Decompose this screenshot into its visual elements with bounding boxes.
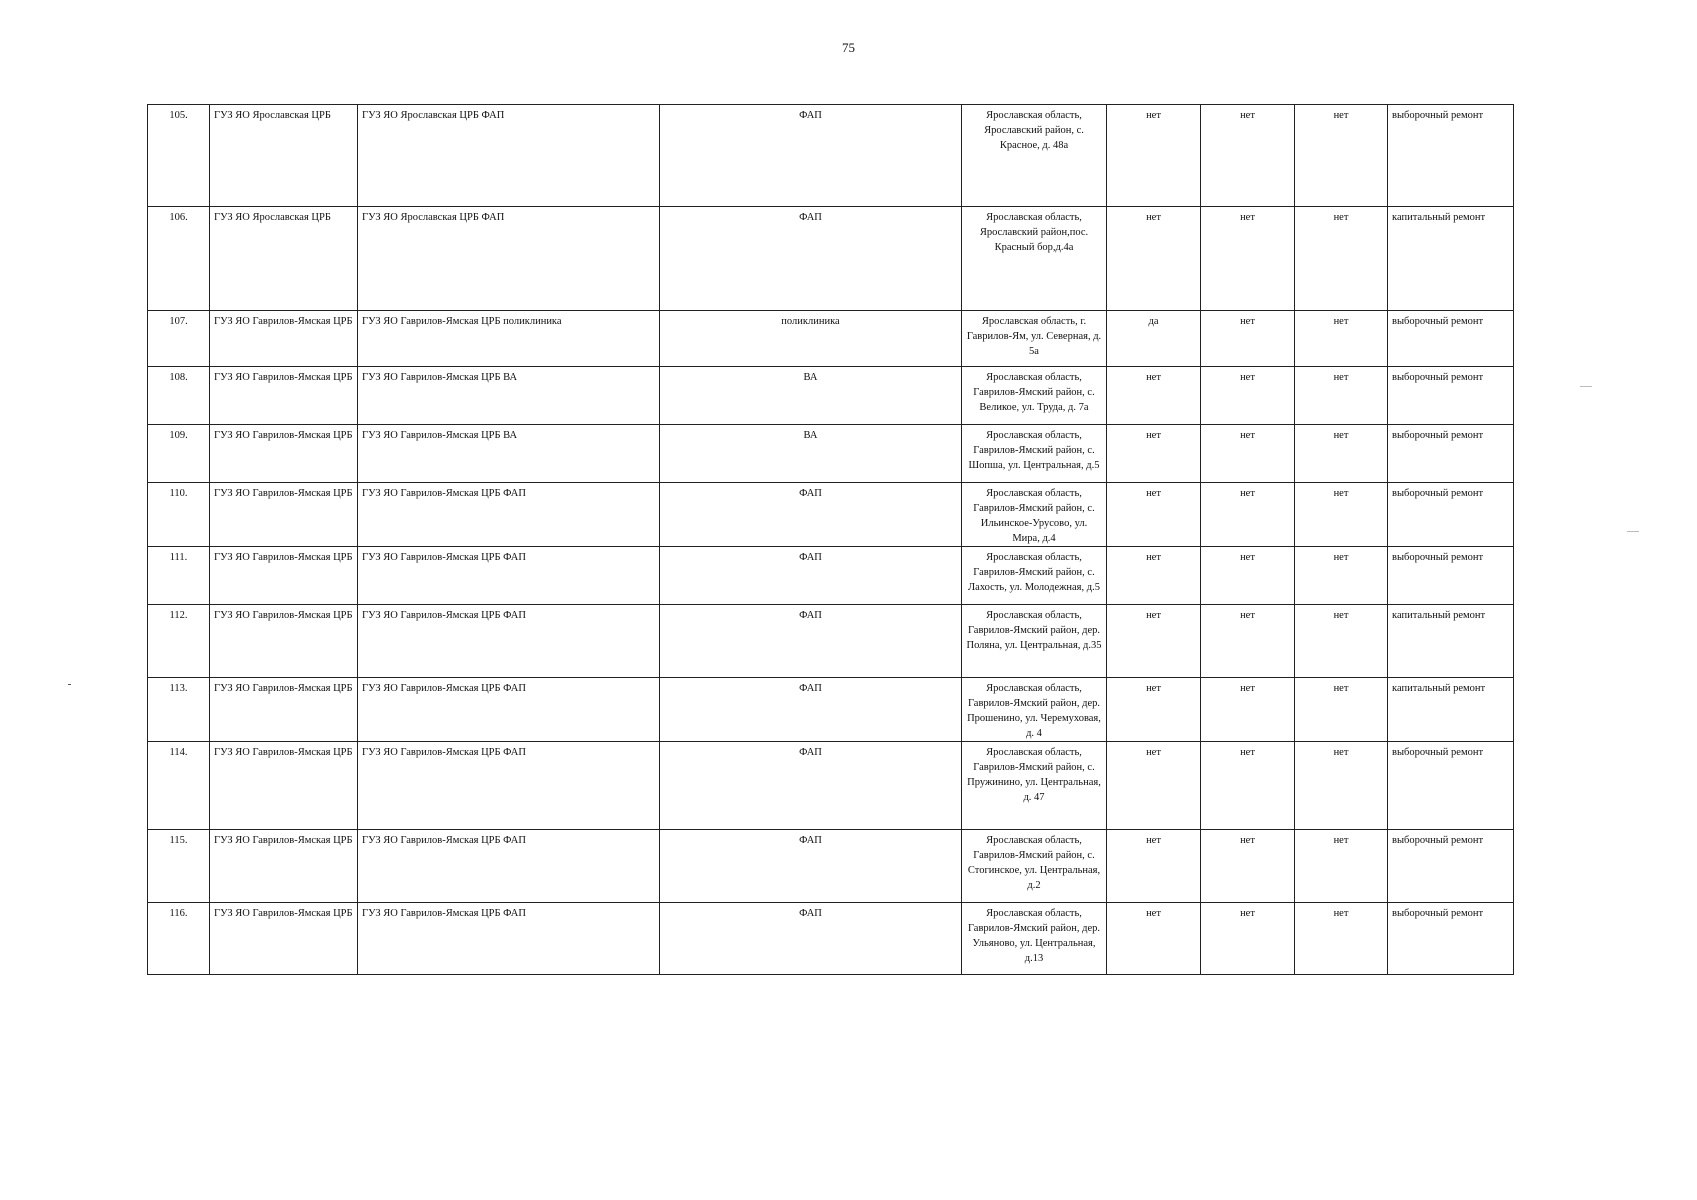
repair-type-cell: выборочный ремонт xyxy=(1388,903,1514,975)
criterion-1-cell: нет xyxy=(1107,105,1201,207)
facility-address-cell: Ярославская область, Гаврилов-Ямский район, дер. Прошенино, ул. Черемуховая, д. 4 xyxy=(962,678,1107,742)
facility-name-cell: ГУЗ ЯО Гаврилов-Ямская ЦРБ ФАП xyxy=(358,742,660,830)
row-number-cell: 115. xyxy=(148,830,210,903)
row-number-cell: 116. xyxy=(148,903,210,975)
row-number-cell: 112. xyxy=(148,605,210,678)
facility-table xyxy=(147,104,1514,975)
facility-name-cell: ГУЗ ЯО Гаврилов-Ямская ЦРБ ФАП xyxy=(358,830,660,903)
repair-type-cell: капитальный ремонт xyxy=(1388,605,1514,678)
criterion-3-cell: нет xyxy=(1295,425,1388,483)
facility-name-cell: ГУЗ ЯО Гаврилов-Ямская ЦРБ ВА xyxy=(358,367,660,425)
criterion-2-cell: нет xyxy=(1201,547,1295,605)
criterion-3-cell: нет xyxy=(1295,367,1388,425)
facility-address-cell: Ярославская область, Ярославский район, с. Красное, д. 48а xyxy=(962,105,1107,207)
criterion-3-cell: нет xyxy=(1295,483,1388,547)
table-row xyxy=(148,830,1514,903)
facility-address-cell: Ярославская область, г. Гаврилов-Ям, ул. Северная, д. 5а xyxy=(962,311,1107,367)
facility-name-cell: ГУЗ ЯО Гаврилов-Ямская ЦРБ ФАП xyxy=(358,605,660,678)
facility-type-cell: ФАП xyxy=(660,605,962,678)
organization-cell: ГУЗ ЯО Гаврилов-Ямская ЦРБ xyxy=(210,367,358,425)
repair-type-cell: выборочный ремонт xyxy=(1388,742,1514,830)
page-number: 75 xyxy=(842,40,855,55)
table-row xyxy=(148,547,1514,605)
organization-cell: ГУЗ ЯО Ярославская ЦРБ xyxy=(210,207,358,311)
criterion-1-cell: нет xyxy=(1107,367,1201,425)
row-number-cell: 113. xyxy=(148,678,210,742)
repair-type-cell: выборочный ремонт xyxy=(1388,425,1514,483)
facility-type-cell: ФАП xyxy=(660,547,962,605)
repair-type-cell: выборочный ремонт xyxy=(1388,483,1514,547)
criterion-2-cell: нет xyxy=(1201,207,1295,311)
facility-address-cell: Ярославская область, Гаврилов-Ямский район, с. Великое, ул. Труда, д. 7а xyxy=(962,367,1107,425)
organization-cell: ГУЗ ЯО Гаврилов-Ямская ЦРБ xyxy=(210,742,358,830)
facility-type-cell: ФАП xyxy=(660,903,962,975)
repair-type-cell: выборочный ремонт xyxy=(1388,367,1514,425)
criterion-1-cell: нет xyxy=(1107,425,1201,483)
table-row xyxy=(148,678,1514,742)
criterion-3-cell: нет xyxy=(1295,903,1388,975)
organization-cell: ГУЗ ЯО Гаврилов-Ямская ЦРБ xyxy=(210,903,358,975)
table-row xyxy=(148,105,1514,207)
criterion-1-cell: нет xyxy=(1107,207,1201,311)
facility-address-cell: Ярославская область, Гаврилов-Ямский район, с. Стогинское, ул. Центральная, д.2 xyxy=(962,830,1107,903)
facility-type-cell: ФАП xyxy=(660,105,962,207)
organization-cell: ГУЗ ЯО Гаврилов-Ямская ЦРБ xyxy=(210,311,358,367)
organization-cell: ГУЗ ЯО Гаврилов-Ямская ЦРБ xyxy=(210,830,358,903)
criterion-3-cell: нет xyxy=(1295,547,1388,605)
criterion-2-cell: нет xyxy=(1201,311,1295,367)
criterion-1-cell: нет xyxy=(1107,483,1201,547)
facility-address-cell: Ярославская область, Гаврилов-Ямский район, дер. Ульяново, ул. Центральная, д.13 xyxy=(962,903,1107,975)
criterion-1-cell: нет xyxy=(1107,903,1201,975)
repair-type-cell: капитальный ремонт xyxy=(1388,678,1514,742)
row-number-cell: 106. xyxy=(148,207,210,311)
table-row xyxy=(148,605,1514,678)
facility-name-cell: ГУЗ ЯО Гаврилов-Ямская ЦРБ ВА xyxy=(358,425,660,483)
facility-address-cell: Ярославская область, Ярославский район,пос. Красный бор,д.4а xyxy=(962,207,1107,311)
facility-type-cell: ФАП xyxy=(660,742,962,830)
criterion-2-cell: нет xyxy=(1201,105,1295,207)
facility-type-cell: ВА xyxy=(660,367,962,425)
criterion-2-cell: нет xyxy=(1201,605,1295,678)
facility-type-cell: ФАП xyxy=(660,207,962,311)
criterion-1-cell: нет xyxy=(1107,605,1201,678)
criterion-3-cell: нет xyxy=(1295,105,1388,207)
table-row xyxy=(148,425,1514,483)
facility-type-cell: ФАП xyxy=(660,483,962,547)
criterion-2-cell: нет xyxy=(1201,742,1295,830)
criterion-3-cell: нет xyxy=(1295,311,1388,367)
table-row xyxy=(148,483,1514,547)
repair-type-cell: капитальный ремонт xyxy=(1388,207,1514,311)
facility-address-cell: Ярославская область, Гаврилов-Ямский район, с. Пружинино, ул. Центральная, д. 47 xyxy=(962,742,1107,830)
criterion-2-cell: нет xyxy=(1201,903,1295,975)
criterion-2-cell: нет xyxy=(1201,425,1295,483)
criterion-3-cell: нет xyxy=(1295,605,1388,678)
row-number-cell: 114. xyxy=(148,742,210,830)
criterion-2-cell: нет xyxy=(1201,678,1295,742)
scan-mark xyxy=(1580,386,1592,387)
table-row xyxy=(148,742,1514,830)
facility-type-cell: ВА xyxy=(660,425,962,483)
facility-type-cell: ФАП xyxy=(660,678,962,742)
facility-name-cell: ГУЗ ЯО Гаврилов-Ямская ЦРБ ФАП xyxy=(358,547,660,605)
row-number-cell: 109. xyxy=(148,425,210,483)
facility-type-cell: ФАП xyxy=(660,830,962,903)
criterion-3-cell: нет xyxy=(1295,742,1388,830)
organization-cell: ГУЗ ЯО Ярославская ЦРБ xyxy=(210,105,358,207)
row-number-cell: 108. xyxy=(148,367,210,425)
criterion-3-cell: нет xyxy=(1295,678,1388,742)
facility-name-cell: ГУЗ ЯО Гаврилов-Ямская ЦРБ ФАП xyxy=(358,903,660,975)
organization-cell: ГУЗ ЯО Гаврилов-Ямская ЦРБ xyxy=(210,483,358,547)
row-number-cell: 110. xyxy=(148,483,210,547)
repair-type-cell: выборочный ремонт xyxy=(1388,311,1514,367)
facility-name-cell: ГУЗ ЯО Гаврилов-Ямская ЦРБ поликлиника xyxy=(358,311,660,367)
facility-type-cell: поликлиника xyxy=(660,311,962,367)
criterion-1-cell: нет xyxy=(1107,678,1201,742)
organization-cell: ГУЗ ЯО Гаврилов-Ямская ЦРБ xyxy=(210,425,358,483)
organization-cell: ГУЗ ЯО Гаврилов-Ямская ЦРБ xyxy=(210,547,358,605)
criterion-3-cell: нет xyxy=(1295,830,1388,903)
row-number-cell: 105. xyxy=(148,105,210,207)
criterion-1-cell: нет xyxy=(1107,547,1201,605)
organization-cell: ГУЗ ЯО Гаврилов-Ямская ЦРБ xyxy=(210,678,358,742)
table-row xyxy=(148,367,1514,425)
repair-type-cell: выборочный ремонт xyxy=(1388,547,1514,605)
facility-name-cell: ГУЗ ЯО Гаврилов-Ямская ЦРБ ФАП xyxy=(358,483,660,547)
facility-name-cell: ГУЗ ЯО Гаврилов-Ямская ЦРБ ФАП xyxy=(358,678,660,742)
criterion-2-cell: нет xyxy=(1201,830,1295,903)
table-row xyxy=(148,311,1514,367)
repair-type-cell: выборочный ремонт xyxy=(1388,830,1514,903)
facility-name-cell: ГУЗ ЯО Ярославская ЦРБ ФАП xyxy=(358,207,660,311)
organization-cell: ГУЗ ЯО Гаврилов-Ямская ЦРБ xyxy=(210,605,358,678)
repair-type-cell: выборочный ремонт xyxy=(1388,105,1514,207)
criterion-2-cell: нет xyxy=(1201,483,1295,547)
scan-mark xyxy=(1627,531,1639,532)
scan-speck xyxy=(68,684,71,685)
table-row xyxy=(148,903,1514,975)
facility-address-cell: Ярославская область, Гаврилов-Ямский район, с. Шопша, ул. Центральная, д.5 xyxy=(962,425,1107,483)
facility-address-cell: Ярославская область, Гаврилов-Ямский район, с. Ильинское-Урусово, ул. Мира, д.4 xyxy=(962,483,1107,547)
row-number-cell: 107. xyxy=(148,311,210,367)
criterion-1-cell: да xyxy=(1107,311,1201,367)
criterion-2-cell: нет xyxy=(1201,367,1295,425)
facility-address-cell: Ярославская область, Гаврилов-Ямский район, дер. Поляна, ул. Центральная, д.35 xyxy=(962,605,1107,678)
criterion-3-cell: нет xyxy=(1295,207,1388,311)
table-row xyxy=(148,207,1514,311)
facility-address-cell: Ярославская область, Гаврилов-Ямский район, с. Лахость, ул. Молодежная, д.5 xyxy=(962,547,1107,605)
row-number-cell: 111. xyxy=(148,547,210,605)
facility-name-cell: ГУЗ ЯО Ярославская ЦРБ ФАП xyxy=(358,105,660,207)
criterion-1-cell: нет xyxy=(1107,742,1201,830)
table-body xyxy=(148,105,1514,975)
criterion-1-cell: нет xyxy=(1107,830,1201,903)
